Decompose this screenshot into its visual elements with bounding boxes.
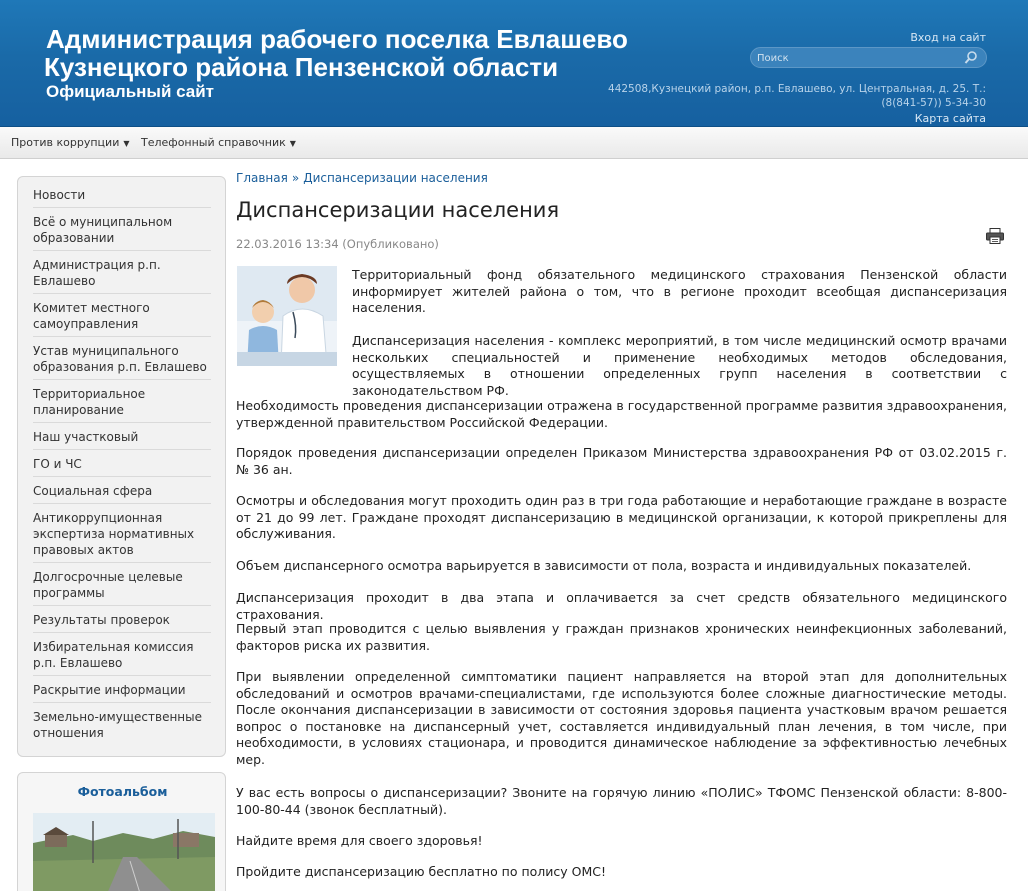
photo-album-image[interactable] xyxy=(33,813,215,891)
sidebar-item[interactable]: Антикоррупционная экспертиза нормативных правовых актов xyxy=(33,504,211,563)
sidebar-item[interactable]: Раскрытие информации xyxy=(33,676,211,703)
dropdown-arrow-icon: ▼ xyxy=(123,139,130,148)
photo-album-box xyxy=(17,772,226,891)
search-input[interactable] xyxy=(757,50,957,66)
print-icon[interactable] xyxy=(986,228,1004,244)
site-header xyxy=(0,0,1028,127)
sidebar-item[interactable]: Результаты проверок xyxy=(33,606,211,633)
breadcrumb-separator: » xyxy=(291,171,300,185)
login-link[interactable]: Вход на сайт xyxy=(910,31,986,44)
menu-item-anticorruption[interactable] xyxy=(11,136,130,149)
sidebar-menu xyxy=(17,176,226,757)
contact-address: 442508,Кузнецкий район, р.п. Евлашево, ул. Центральная, д. 25. Т.: (8(841-57)) 5-34-30 xyxy=(608,83,986,109)
search-icon[interactable] xyxy=(964,50,978,66)
article-paragraph: Объем диспансерного осмотра варьируется в зависимости от пола, возраста и индивидуальных показателей. xyxy=(236,558,972,573)
article-paragraph: Территориальный фонд обязательного медицинского страхования Пензенской области информирует жителей района о том, что в регионе проходит всеобщая диспансеризация населения. xyxy=(352,267,1007,315)
article-paragraph: У вас есть вопросы о диспансеризации? Звоните на горячую линию «ПОЛИС» ТФОМС Пензенской области: 8-800-100-80-44 (звонок бесплатный). xyxy=(236,785,1007,817)
photo-album-title[interactable]: Фотоальбом xyxy=(77,784,168,799)
sidebar-item[interactable]: Всё о муниципальном образовании xyxy=(33,208,211,251)
sidebar-item[interactable]: Территориальное планирование xyxy=(33,380,211,423)
sidebar-item[interactable]: Социальная сфера xyxy=(33,477,211,504)
article-paragraph: Порядок проведения диспансеризации определен Приказом Министерства здравоохранения РФ от 03.02.2015 г. № 36 ан. xyxy=(236,445,1007,477)
article-paragraph: Диспансеризация проходит в два этапа и оплачивается за счет средств обязательного медицинского страхования. xyxy=(236,590,1007,622)
sidebar-item[interactable]: Земельно-имущественные отношения xyxy=(33,710,203,740)
site-title-line1: Администрация рабочего поселка Евлашево xyxy=(46,24,628,54)
sidebar-item[interactable]: Комитет местного самоуправления xyxy=(33,294,211,337)
breadcrumb-home-link[interactable]: Главная xyxy=(236,171,288,185)
article-image-doctor-child xyxy=(237,266,337,366)
sidebar-item[interactable]: Администрация р.п. Евлашево xyxy=(33,251,211,294)
article-meta: 22.03.2016 13:34 (Опубликовано) xyxy=(236,237,439,251)
top-menu xyxy=(0,127,1028,159)
menu-item-label: Телефонный справочник xyxy=(141,136,286,149)
article-paragraph: Необходимость проведения диспансеризации отражена в государственной программе развития здравоохранения, утвержденной правительством Российской Федерации. xyxy=(236,398,1007,430)
search-box[interactable] xyxy=(750,47,987,68)
sidebar-item[interactable]: ГО и ЧС xyxy=(33,450,211,477)
article-paragraph: Пройдите диспансеризацию бесплатно по полису ОМС! xyxy=(236,864,607,879)
page-title: Диспансеризации населения xyxy=(236,198,560,222)
menu-item-label: Против коррупции xyxy=(11,136,120,149)
site-title-line2: Кузнецкого района Пензенской области xyxy=(44,52,559,82)
breadcrumb xyxy=(236,171,488,185)
article-paragraph: Осмотры и обследования могут проходить один раз в три года работающие и неработающие граждане в возрасте от 21 до 99 лет. Граждане проходят диспансеризацию в медицинской организации, к которой прикреплены для обслуживания. xyxy=(236,493,1007,541)
sidebar-item[interactable]: Долгосрочные целевые программы xyxy=(33,563,211,606)
sidebar-item[interactable]: Наш участковый xyxy=(33,423,211,450)
breadcrumb-current-link[interactable]: Диспансеризации населения xyxy=(303,171,488,185)
sidebar-item[interactable]: Новости xyxy=(33,181,211,208)
article-paragraph: Диспансеризация населения - комплекс мероприятий, в том числе медицинский осмотр врачами нескольких специальностей и применение необходимых методов обследования, осуществляемых в отношении определенных групп населения в соответствии с законодательством РФ. xyxy=(352,333,1007,398)
article-paragraph: При выявлении определенной симптоматики пациент направляется на второй этап для дополнительных обследований и осмотров врачами-специалистами, где используются более сложные диагностические методы. После окончания диспансеризации в зависимости от состояния здоровья пациента участковым врачом решается вопрос о постановке на диспансерный учет, составляется индивидуальный план лечения, в том числе, при необходимости, в условиях стационара, и проводится динамическое наблюдение за эффективностью лечебных мер. xyxy=(236,669,1007,767)
dropdown-arrow-icon: ▼ xyxy=(289,139,296,148)
menu-item-phonebook[interactable] xyxy=(141,136,296,149)
sitemap-link[interactable]: Карта сайта xyxy=(914,112,986,125)
sidebar-item[interactable]: Устав муниципального образования р.п. Евлашево xyxy=(33,337,211,380)
article-paragraph: Первый этап проводится с целью выявления у граждан признаков хронических неинфекционных заболеваний, факторов риска их развития. xyxy=(236,621,1007,653)
sidebar-item[interactable]: Избирательная комиссия р.п. Евлашево xyxy=(33,633,211,676)
site-subtitle: Официальный сайт xyxy=(46,82,215,101)
article-paragraph: Найдите время для своего здоровья! xyxy=(236,833,483,848)
